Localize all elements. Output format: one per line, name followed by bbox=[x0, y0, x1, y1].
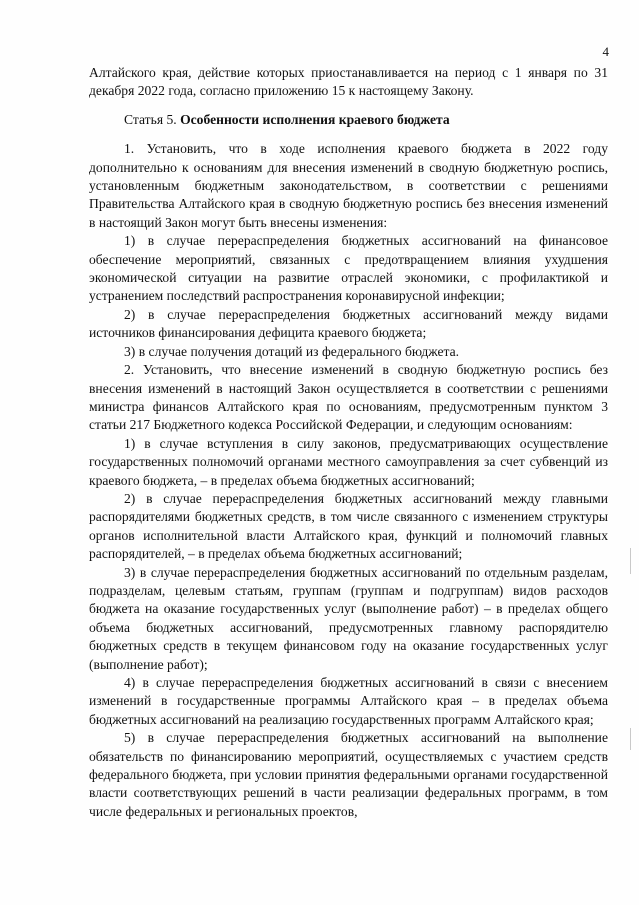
paragraph-item-1-1: 1) в случае перераспределения бюджетных ассигнований на финансовое обеспечение мероприятий, связанных с предотвращением влияния ухудшения экономической ситуации на развитие отраслей экономики, с профилактикой и устранением последствий распространения коронавирусной инфекции; bbox=[89, 233, 608, 304]
page-number: 4 bbox=[602, 44, 609, 59]
article-heading-title: Особенности исполнения краевого бюджета bbox=[180, 111, 450, 127]
paragraph-item-1-3: 3) в случае получения дотаций из федерального бюджета. bbox=[124, 343, 460, 359]
paragraph-item-2: 2. Установить, что внесение изменений в сводную бюджетную роспись без внесения изменений в настоящий Закон осуществляется в соответствии с решениями министра финансов Алтайского края по основаниям, предусмотренным пунктом 3 статьи 217 Бюджетного кодекса Российской Федерации, и следующим основаниям: bbox=[89, 362, 608, 433]
scan-edge-mark bbox=[630, 548, 631, 574]
paragraph-item-1: 1. Установить, что в ходе исполнения краевого бюджета в 2022 году дополнительно к основаниям для внесения изменений в сводную бюджетную роспись, установленным бюджетным законодательством, в соответствии с решениями Правительства Алтайского края в сводную бюджетную роспись без внесения изменений в настоящий Закон могут быть внесены изменения: bbox=[89, 141, 608, 230]
paragraph-item-2-1: 1) в случае вступления в силу законов, предусматривающих осуществление государственных полномочий органами местного самоуправления за счет субвенций из краевого бюджета, – в пределах объема бюджетных ассигнований; bbox=[89, 435, 608, 488]
paragraph-item-2-5: 5) в случае перераспределения бюджетных ассигнований на выполнение обязательств по финансированию мероприятий, осуществляемых с участием средств федерального бюджета, при условии принятия федеральными органами государственной власти соответствующих решений в части реализации федеральных программ, в том числе федеральных и региональных проектов, bbox=[89, 730, 608, 819]
paragraph-item-2-3: 3) в случае перераспределения бюджетных ассигнований по отдельным разделам, подразделам, целевым статьям, группам (группам и подгруппам) видов расходов бюджета на оказание государственных услуг (выполнение работ) – в пределах общего объема бюджетных ассигнований, предусмотренных главному распорядителю бюджетных средств в текущем финансовом году на оказание государственных услуг (выполнение работ); bbox=[89, 564, 608, 672]
article-heading-prefix: Статья 5. bbox=[124, 111, 181, 127]
scan-edge-mark bbox=[630, 728, 631, 750]
paragraph-item-1-2: 2) в случае перераспределения бюджетных ассигнований между видами источников финансирования дефицита краевого бюджета; bbox=[89, 306, 608, 341]
paragraph-item-2-2: 2) в случае перераспределения бюджетных ассигнований между главными распорядителями бюджетных средств, в том числе связанного с изменением структуры органов исполнительной власти Алтайского края, функций и полномочий главных распорядителей, – в пределах объема бюджетных ассигнований; bbox=[89, 490, 608, 562]
paragraph-continuation: Алтайского края, действие которых приостанавливается на период с 1 января по 31 декабря 2022 года, согласно приложению 15 к настоящему Закону. bbox=[89, 65, 608, 99]
document-body bbox=[89, 64, 608, 821]
article-heading bbox=[89, 111, 608, 129]
paragraph-item-2-4: 4) в случае перераспределения бюджетных ассигнований в связи с внесением изменений в государственные программы Алтайского края – в пределах объема бюджетных ассигнований на реализацию государственных программ Алтайского края; bbox=[89, 675, 608, 727]
